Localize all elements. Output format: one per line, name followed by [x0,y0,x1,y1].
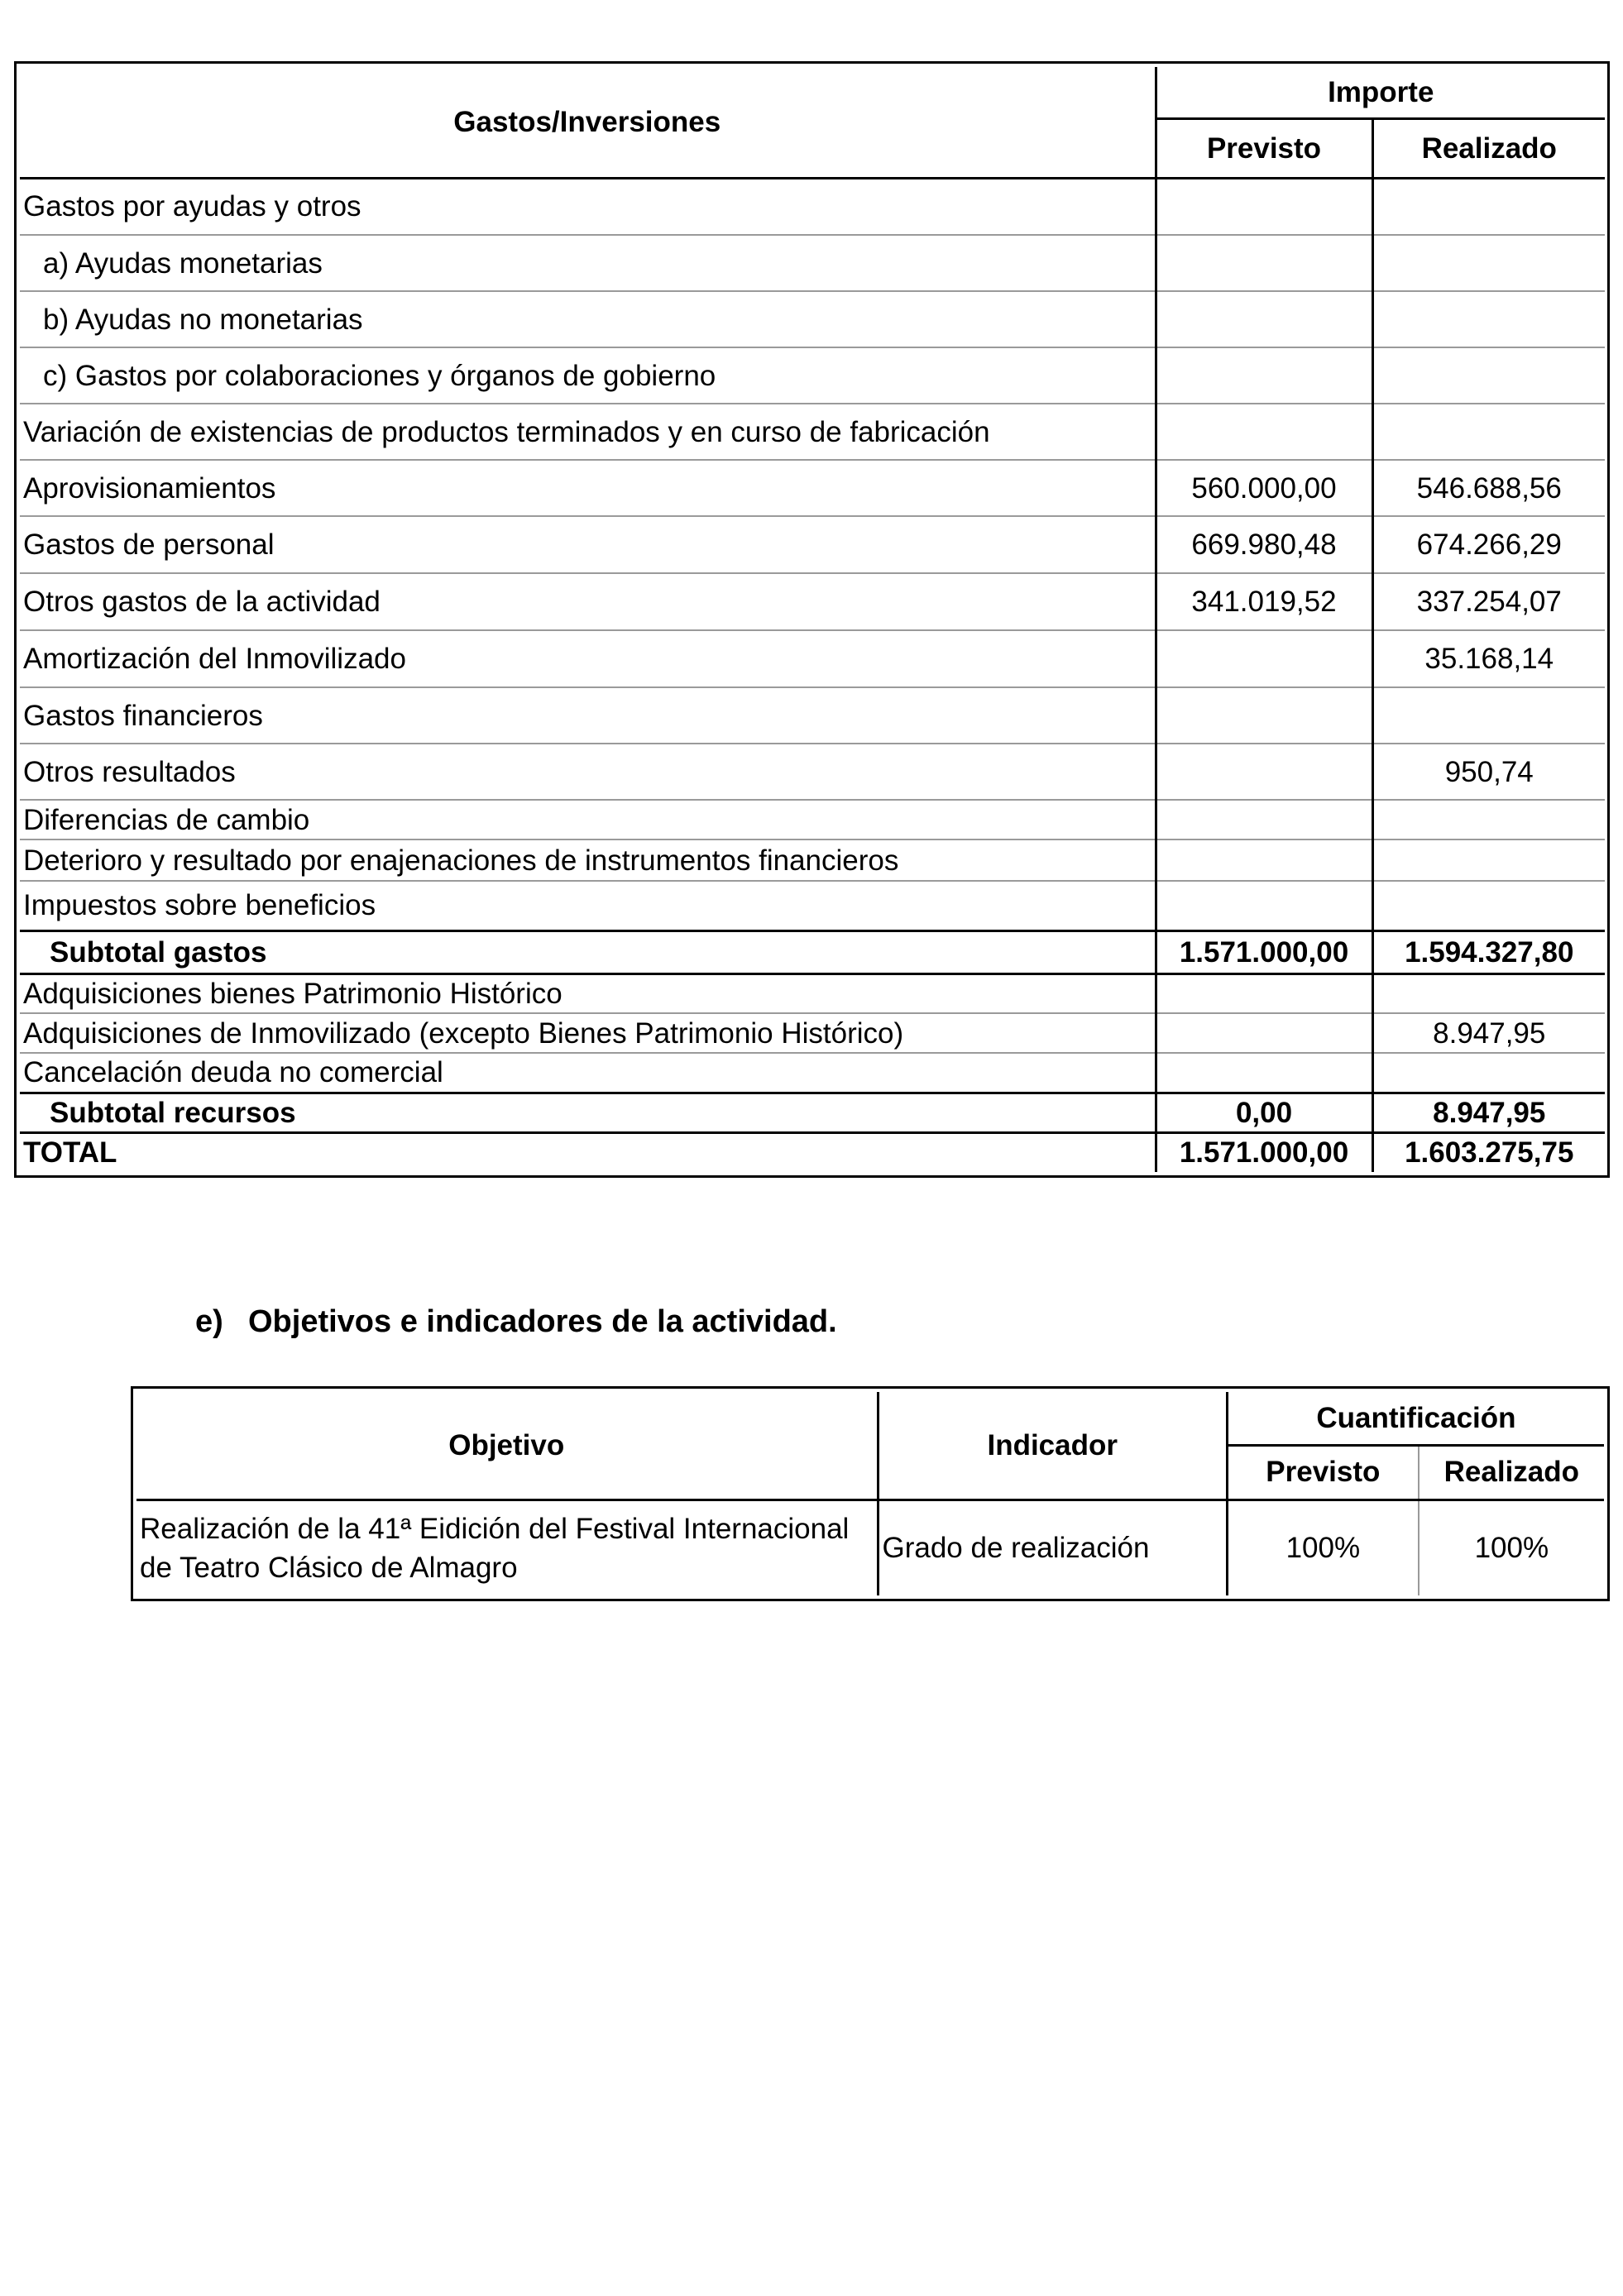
row-label: Amortización del Inmovilizado [20,630,1156,687]
table-row [20,178,1605,235]
row-label: b) Ayudas no monetarias [20,291,1156,347]
row-actual [1372,291,1605,347]
header-actual: Realizado [1419,1445,1604,1500]
objectives-table-frame [131,1386,1610,1601]
row-actual: 337.254,07 [1372,573,1605,630]
row-indicator: Grado de realización [878,1500,1227,1595]
row-label: Otros resultados [20,744,1156,800]
row-planned [1156,1053,1372,1093]
row-planned [1156,881,1372,930]
header-objective: Objetivo [136,1392,878,1500]
row-label: Gastos de personal [20,516,1156,573]
row-label: Gastos por ayudas y otros [20,178,1156,235]
row-label: Variación de existencias de productos terminados y en curso de fabricación [20,404,1156,460]
row-actual: 8.947,95 [1372,1093,1605,1132]
table-row [20,516,1605,573]
row-label: Deterioro y resultado por enajenaciones de instrumentos financieros [20,839,1156,881]
row-planned: 1.571.000,00 [1156,1132,1372,1172]
row-planned [1156,839,1372,881]
row-label: a) Ayudas monetarias [20,235,1156,291]
table-row [20,573,1605,630]
row-planned: 100% [1227,1500,1418,1595]
subtotal-resources-row [20,1093,1605,1132]
table-row [20,839,1605,881]
total-row [20,1132,1605,1172]
row-actual: 100% [1474,1532,1549,1565]
row-actual [1372,347,1605,404]
row-label: Adquisiciones de Inmovilizado (excepto Bienes Patrimonio Histórico) [20,1013,1156,1053]
row-planned [1156,800,1372,839]
header-planned: Previsto [1227,1445,1418,1500]
row-label: Subtotal recursos [20,1093,1156,1132]
row-planned [1156,178,1372,235]
section-e-title: Objetivos e indicadores de la actividad. [248,1304,837,1339]
row-actual [1372,404,1605,460]
row-actual: 950,74 [1372,744,1605,800]
row-planned [1156,1013,1372,1053]
table-row [20,460,1605,516]
header-quantification: Cuantificación [1227,1392,1604,1445]
row-actual [1372,1053,1605,1093]
table-row [20,630,1605,687]
section-e-heading [195,1304,837,1340]
header-indicator: Indicador [878,1392,1227,1500]
table-row [20,347,1605,404]
row-planned: 341.019,52 [1156,573,1372,630]
header-concept: Gastos/Inversiones [20,67,1156,178]
row-actual [1372,800,1605,839]
header-actual: Realizado [1372,118,1605,178]
row-actual: 35.168,14 [1372,630,1605,687]
row-planned [1156,630,1372,687]
table-row [20,235,1605,291]
row-actual [1372,881,1605,930]
table-row [20,291,1605,347]
table-row [20,1013,1605,1053]
expenses-table [20,67,1605,1172]
expenses-table-frame [14,61,1610,1178]
row-objective: Realización de la 41ª Eidición del Festival Internacional de Teatro Clásico de Almagro [136,1500,878,1595]
row-actual: 546.688,56 [1372,460,1605,516]
row-planned [1156,291,1372,347]
row-label: Cancelación deuda no comercial [20,1053,1156,1093]
table-row [20,973,1605,1013]
row-planned: 1.571.000,00 [1156,930,1372,973]
subtotal-expenses-row [20,930,1605,973]
table-row [20,881,1605,930]
row-actual [1372,973,1605,1013]
row-actual [1372,178,1605,235]
table-row [136,1500,1604,1595]
table-row [20,744,1605,800]
row-label: TOTAL [20,1132,1156,1172]
row-planned [1156,744,1372,800]
row-label: Aprovisionamientos [20,460,1156,516]
row-planned: 560.000,00 [1156,460,1372,516]
header-amount-group: Importe [1156,67,1605,118]
row-actual [1372,687,1605,744]
row-actual: 1.594.327,80 [1372,930,1605,973]
row-label: Gastos financieros [20,687,1156,744]
row-actual: 674.266,29 [1372,516,1605,573]
row-planned: 0,00 [1156,1093,1372,1132]
row-planned: 669.980,48 [1156,516,1372,573]
row-actual [1372,839,1605,881]
row-planned [1156,347,1372,404]
row-actual [1372,235,1605,291]
row-planned [1156,973,1372,1013]
row-label: Diferencias de cambio [20,800,1156,839]
objectives-table [136,1392,1604,1595]
row-label: Adquisiciones bienes Patrimonio Histórico [20,973,1156,1013]
row-label: Subtotal gastos [20,930,1156,973]
row-planned [1156,404,1372,460]
row-actual: 8.947,95 [1372,1013,1605,1053]
row-label: Otros gastos de la actividad [20,573,1156,630]
table-row [20,1053,1605,1093]
table-row [20,404,1605,460]
row-actual: 1.603.275,75 [1405,1136,1574,1170]
table-row [20,687,1605,744]
row-planned [1156,687,1372,744]
row-planned [1156,235,1372,291]
section-e-letter: e) [195,1304,223,1339]
header-planned: Previsto [1156,118,1372,178]
row-label: c) Gastos por colaboraciones y órganos de gobierno [20,347,1156,404]
table-row [20,800,1605,839]
row-label: Impuestos sobre beneficios [20,881,1156,930]
